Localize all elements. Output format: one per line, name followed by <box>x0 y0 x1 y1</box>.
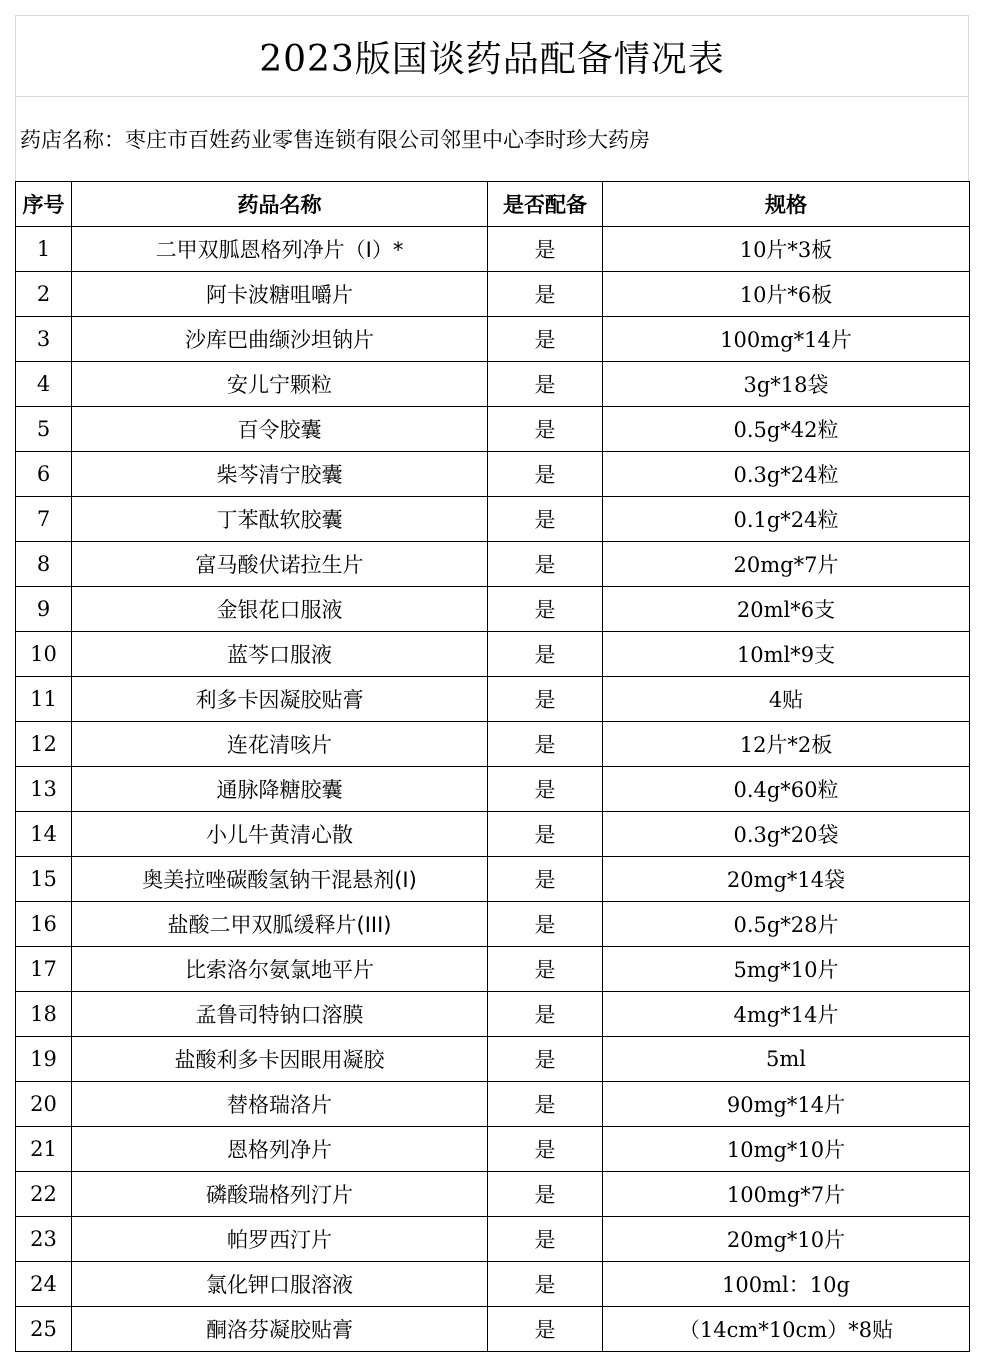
table-row <box>16 1307 970 1352</box>
stocked-flag: 是 <box>488 1217 603 1262</box>
stocked-flag: 是 <box>488 1262 603 1307</box>
table-row <box>16 902 970 947</box>
drug-name: 利多卡因凝胶贴膏 <box>72 677 488 722</box>
table-row <box>16 812 970 857</box>
drug-name: 安儿宁颗粒 <box>72 362 488 407</box>
stocked-flag: 是 <box>488 587 603 632</box>
drug-spec: 0.3g*20袋 <box>603 812 970 857</box>
row-number: 19 <box>16 1037 72 1082</box>
stocked-flag: 是 <box>488 677 603 722</box>
row-number: 18 <box>16 992 72 1037</box>
drug-spec: 20ml*6支 <box>603 587 970 632</box>
row-number: 5 <box>16 407 72 452</box>
table-row <box>16 947 970 992</box>
drug-spec: 0.5g*42粒 <box>603 407 970 452</box>
stocked-flag: 是 <box>488 812 603 857</box>
table-header-row <box>16 182 970 227</box>
drug-table <box>15 181 970 1352</box>
stocked-flag: 是 <box>488 497 603 542</box>
drug-spec: 10片*3板 <box>603 227 970 272</box>
drug-name: 盐酸利多卡因眼用凝胶 <box>72 1037 488 1082</box>
table-row <box>16 1262 970 1307</box>
header-stocked: 是否配备 <box>488 182 603 227</box>
row-number: 6 <box>16 452 72 497</box>
row-number: 16 <box>16 902 72 947</box>
table-row <box>16 1217 970 1262</box>
drug-name: 孟鲁司特钠口溶膜 <box>72 992 488 1037</box>
table-row <box>16 587 970 632</box>
drug-spec: 0.1g*24粒 <box>603 497 970 542</box>
drug-spec: 90mg*14片 <box>603 1082 970 1127</box>
stocked-flag: 是 <box>488 362 603 407</box>
row-number: 21 <box>16 1127 72 1172</box>
stocked-flag: 是 <box>488 632 603 677</box>
row-number: 9 <box>16 587 72 632</box>
drug-name: 连花清咳片 <box>72 722 488 767</box>
stocked-flag: 是 <box>488 1082 603 1127</box>
drug-spec: 10片*6板 <box>603 272 970 317</box>
stocked-flag: 是 <box>488 1307 603 1352</box>
table-row <box>16 317 970 362</box>
drug-spec: 100mg*7片 <box>603 1172 970 1217</box>
stocked-flag: 是 <box>488 407 603 452</box>
stocked-flag: 是 <box>488 452 603 497</box>
drug-name: 帕罗西汀片 <box>72 1217 488 1262</box>
stocked-flag: 是 <box>488 317 603 362</box>
drug-spec: 10ml*9支 <box>603 632 970 677</box>
drug-spec: 20mg*10片 <box>603 1217 970 1262</box>
drug-spec: 4贴 <box>603 677 970 722</box>
drug-name: 二甲双胍恩格列净片（Ⅰ）* <box>72 227 488 272</box>
table-row <box>16 272 970 317</box>
drug-name: 蓝芩口服液 <box>72 632 488 677</box>
row-number: 7 <box>16 497 72 542</box>
drug-name: 磷酸瑞格列汀片 <box>72 1172 488 1217</box>
table-row <box>16 677 970 722</box>
stocked-flag: 是 <box>488 1172 603 1217</box>
row-number: 10 <box>16 632 72 677</box>
table-row <box>16 1127 970 1172</box>
row-number: 11 <box>16 677 72 722</box>
drug-name: 恩格列净片 <box>72 1127 488 1172</box>
row-number: 23 <box>16 1217 72 1262</box>
table-row <box>16 1037 970 1082</box>
drug-name: 比索洛尔氨氯地平片 <box>72 947 488 992</box>
row-number: 20 <box>16 1082 72 1127</box>
table-row <box>16 992 970 1037</box>
drug-spec: 100ml：10g <box>603 1262 970 1307</box>
drug-spec: 20mg*14袋 <box>603 857 970 902</box>
drug-name: 通脉降糖胶囊 <box>72 767 488 812</box>
table-row <box>16 722 970 767</box>
drug-name: 酮洛芬凝胶贴膏 <box>72 1307 488 1352</box>
drug-spec: 0.5g*28片 <box>603 902 970 947</box>
stocked-flag: 是 <box>488 722 603 767</box>
table-row <box>16 1082 970 1127</box>
table-row <box>16 227 970 272</box>
table-row <box>16 362 970 407</box>
drug-spec: （14cm*10cm）*8贴 <box>603 1307 970 1352</box>
stocked-flag: 是 <box>488 902 603 947</box>
drug-name: 金银花口服液 <box>72 587 488 632</box>
row-number: 4 <box>16 362 72 407</box>
drug-name: 柴芩清宁胶囊 <box>72 452 488 497</box>
drug-name: 替格瑞洛片 <box>72 1082 488 1127</box>
row-number: 12 <box>16 722 72 767</box>
drug-spec: 100mg*14片 <box>603 317 970 362</box>
drug-name: 沙库巴曲缬沙坦钠片 <box>72 317 488 362</box>
header-no: 序号 <box>16 182 72 227</box>
drug-spec: 5ml <box>603 1037 970 1082</box>
row-number: 3 <box>16 317 72 362</box>
row-number: 22 <box>16 1172 72 1217</box>
drug-spec: 5mg*10片 <box>603 947 970 992</box>
drug-name: 百令胶囊 <box>72 407 488 452</box>
row-number: 1 <box>16 227 72 272</box>
stocked-flag: 是 <box>488 542 603 587</box>
drug-name: 阿卡波糖咀嚼片 <box>72 272 488 317</box>
drug-name: 氯化钾口服溶液 <box>72 1262 488 1307</box>
drug-name: 奥美拉唑碳酸氢钠干混悬剂(I) <box>72 857 488 902</box>
drug-name: 丁苯酞软胶囊 <box>72 497 488 542</box>
stocked-flag: 是 <box>488 1127 603 1172</box>
store-name-line: 药店名称：枣庄市百姓药业零售连锁有限公司邻里中心李时珍大药房 <box>15 97 969 181</box>
drug-spec: 4mg*14片 <box>603 992 970 1037</box>
stocked-flag: 是 <box>488 1037 603 1082</box>
table-row <box>16 497 970 542</box>
drug-spec: 12片*2板 <box>603 722 970 767</box>
table-row <box>16 857 970 902</box>
row-number: 13 <box>16 767 72 812</box>
table-row <box>16 632 970 677</box>
document-title: 2023版国谈药品配备情况表 <box>15 15 969 97</box>
row-number: 25 <box>16 1307 72 1352</box>
stocked-flag: 是 <box>488 947 603 992</box>
document-sheet <box>15 15 969 1352</box>
header-spec: 规格 <box>603 182 970 227</box>
stocked-flag: 是 <box>488 767 603 812</box>
drug-spec: 3g*18袋 <box>603 362 970 407</box>
drug-spec: 0.3g*24粒 <box>603 452 970 497</box>
table-row <box>16 1172 970 1217</box>
row-number: 2 <box>16 272 72 317</box>
stocked-flag: 是 <box>488 272 603 317</box>
drug-name: 盐酸二甲双胍缓释片(III) <box>72 902 488 947</box>
stocked-flag: 是 <box>488 227 603 272</box>
drug-name: 小儿牛黄清心散 <box>72 812 488 857</box>
stocked-flag: 是 <box>488 992 603 1037</box>
table-row <box>16 767 970 812</box>
drug-spec: 0.4g*60粒 <box>603 767 970 812</box>
header-drug-name: 药品名称 <box>72 182 488 227</box>
drug-spec: 10mg*10片 <box>603 1127 970 1172</box>
drug-name: 富马酸伏诺拉生片 <box>72 542 488 587</box>
row-number: 14 <box>16 812 72 857</box>
row-number: 24 <box>16 1262 72 1307</box>
row-number: 17 <box>16 947 72 992</box>
table-row <box>16 542 970 587</box>
table-row <box>16 407 970 452</box>
row-number: 8 <box>16 542 72 587</box>
table-row <box>16 452 970 497</box>
row-number: 15 <box>16 857 72 902</box>
stocked-flag: 是 <box>488 857 603 902</box>
drug-spec: 20mg*7片 <box>603 542 970 587</box>
